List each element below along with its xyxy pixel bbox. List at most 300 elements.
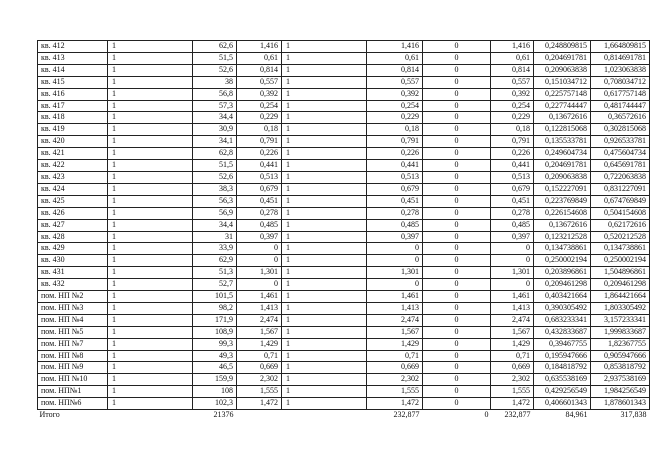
- qty-cell: 1: [108, 314, 193, 326]
- sum-cell: 0,814691781: [591, 52, 650, 64]
- value2-cell: 0,392: [367, 88, 423, 100]
- value-cell: 2,302: [237, 374, 282, 386]
- area-cell: 38,3: [193, 183, 237, 195]
- table-row: [38, 124, 650, 136]
- value2-cell: 1,555: [367, 386, 423, 398]
- sum-cell: 0,302815068: [591, 124, 650, 136]
- coef-cell: 1: [282, 291, 367, 303]
- table-row: [38, 207, 650, 219]
- coef-cell: 1: [282, 374, 367, 386]
- table-row: [38, 41, 650, 53]
- total-cell: [237, 410, 282, 421]
- table-row: [38, 183, 650, 195]
- sum-cell: 0,475604734: [591, 148, 650, 160]
- qty-cell: 1: [108, 41, 193, 53]
- coef-cell: 1: [282, 255, 367, 267]
- value2-cell: 1,461: [367, 291, 423, 303]
- value-cell: 0,669: [237, 362, 282, 374]
- table-row: [38, 314, 650, 326]
- value3-cell: 0,392: [491, 88, 534, 100]
- sum-cell: 1,664809815: [591, 41, 650, 53]
- value-cell: 0,441: [237, 160, 282, 172]
- value2-cell: 1,413: [367, 302, 423, 314]
- sum-cell: 1,803305492: [591, 302, 650, 314]
- coef-cell: 1: [282, 41, 367, 53]
- sum-cell: 1,82367755: [591, 338, 650, 350]
- share-cell: 0,406601343: [534, 398, 591, 410]
- qty-cell: 1: [108, 195, 193, 207]
- share-cell: 0,184818792: [534, 362, 591, 374]
- coef-cell: 1: [282, 314, 367, 326]
- value3-cell: 0,18: [491, 124, 534, 136]
- area-cell: 102,3: [193, 398, 237, 410]
- value2-cell: 0: [367, 243, 423, 255]
- qty-cell: 1: [108, 148, 193, 160]
- qty-cell: 1: [108, 136, 193, 148]
- qty-cell: 1: [108, 338, 193, 350]
- qty-cell: 1: [108, 302, 193, 314]
- share-cell: 0,248809815: [534, 41, 591, 53]
- unit-cell: кв. 428: [38, 231, 108, 243]
- qty-cell: 1: [108, 207, 193, 219]
- zero-cell: 0: [423, 350, 491, 362]
- value3-cell: 0,791: [491, 136, 534, 148]
- table-row: [38, 255, 650, 267]
- share-cell: 0,209063838: [534, 171, 591, 183]
- unit-cell: кв. 416: [38, 88, 108, 100]
- value2-cell: 0,71: [367, 350, 423, 362]
- table-row: [38, 386, 650, 398]
- area-cell: 30,9: [193, 124, 237, 136]
- sum-cell: 1,023063838: [591, 64, 650, 76]
- qty-cell: 1: [108, 76, 193, 88]
- qty-cell: 1: [108, 52, 193, 64]
- unit-cell: пом. НП №9: [38, 362, 108, 374]
- unit-cell: кв. 417: [38, 100, 108, 112]
- coef-cell: 1: [282, 160, 367, 172]
- value-cell: 1,429: [237, 338, 282, 350]
- area-cell: 49,3: [193, 350, 237, 362]
- table-row: [38, 338, 650, 350]
- value2-cell: 0,679: [367, 183, 423, 195]
- area-cell: 171,9: [193, 314, 237, 326]
- total-label: Итого: [39, 410, 60, 420]
- share-cell: 0,683233341: [534, 314, 591, 326]
- total-cell: 84,961: [565, 410, 588, 420]
- zero-cell: 0: [423, 255, 491, 267]
- area-cell: 62,9: [193, 255, 237, 267]
- zero-cell: 0: [423, 124, 491, 136]
- value2-cell: 0,61: [367, 52, 423, 64]
- table-row: [38, 243, 650, 255]
- area-cell: 34,4: [193, 112, 237, 124]
- coef-cell: 1: [282, 267, 367, 279]
- sum-cell: 1,999833687: [591, 326, 650, 338]
- share-cell: 0,209461298: [534, 279, 591, 291]
- share-cell: 0,151034712: [534, 76, 591, 88]
- zero-cell: 0: [423, 76, 491, 88]
- zero-cell: 0: [423, 243, 491, 255]
- value3-cell: 0,71: [491, 350, 534, 362]
- area-cell: 51,5: [193, 52, 237, 64]
- table-row: [38, 231, 650, 243]
- zero-cell: 0: [423, 112, 491, 124]
- coef-cell: 1: [282, 398, 367, 410]
- value3-cell: 2,302: [491, 374, 534, 386]
- zero-cell: 0: [423, 374, 491, 386]
- value3-cell: 0,485: [491, 219, 534, 231]
- zero-cell: 0: [423, 195, 491, 207]
- total-cell: 0: [484, 410, 489, 420]
- coef-cell: 1: [282, 386, 367, 398]
- sum-cell: 0,831227091: [591, 183, 650, 195]
- area-cell: 159,9: [193, 374, 237, 386]
- zero-cell: 0: [423, 362, 491, 374]
- value2-cell: 1,472: [367, 398, 423, 410]
- value2-cell: 1,416: [367, 41, 423, 53]
- value2-cell: 0,229: [367, 112, 423, 124]
- zero-cell: 0: [423, 338, 491, 350]
- unit-cell: пом. НП №10: [38, 374, 108, 386]
- total-cell: 232,877: [393, 410, 420, 420]
- coef-cell: 1: [282, 76, 367, 88]
- coef-cell: 1: [282, 112, 367, 124]
- unit-cell: кв. 424: [38, 183, 108, 195]
- unit-cell: пом. НП №4: [38, 314, 108, 326]
- share-cell: 0,152227091: [534, 183, 591, 195]
- share-cell: 0,390305492: [534, 302, 591, 314]
- zero-cell: 0: [423, 231, 491, 243]
- table-row: [38, 219, 650, 231]
- total-cell: [282, 410, 367, 421]
- value-cell: 0,18: [237, 124, 282, 136]
- zero-cell: 0: [423, 386, 491, 398]
- sum-cell: 0,520212528: [591, 231, 650, 243]
- zero-cell: 0: [423, 171, 491, 183]
- value2-cell: 0,791: [367, 136, 423, 148]
- value3-cell: 0,513: [491, 171, 534, 183]
- qty-cell: 1: [108, 386, 193, 398]
- value-cell: 0,814: [237, 64, 282, 76]
- area-cell: 57,3: [193, 100, 237, 112]
- share-cell: 0,134738861: [534, 243, 591, 255]
- area-cell: 38: [193, 76, 237, 88]
- area-cell: 62,8: [193, 148, 237, 160]
- table-row: [38, 148, 650, 160]
- unit-cell: пом. НП№1: [38, 386, 108, 398]
- share-cell: 0,225757148: [534, 88, 591, 100]
- sum-cell: 0,708034712: [591, 76, 650, 88]
- value2-cell: 0,814: [367, 64, 423, 76]
- value-cell: 1,555: [237, 386, 282, 398]
- value3-cell: 2,474: [491, 314, 534, 326]
- unit-cell: пом. НП №3: [38, 302, 108, 314]
- sum-cell: 0,36572616: [591, 112, 650, 124]
- sum-cell: 0,617757148: [591, 88, 650, 100]
- value-cell: 0,679: [237, 183, 282, 195]
- value2-cell: 0: [367, 279, 423, 291]
- coef-cell: 1: [282, 326, 367, 338]
- table-row: [38, 76, 650, 88]
- unit-cell: кв. 425: [38, 195, 108, 207]
- zero-cell: 0: [423, 302, 491, 314]
- value-cell: 0,557: [237, 76, 282, 88]
- table-row: [38, 398, 650, 410]
- area-cell: 33,9: [193, 243, 237, 255]
- unit-cell: пом. НП №5: [38, 326, 108, 338]
- value3-cell: 1,301: [491, 267, 534, 279]
- table-row: [38, 374, 650, 386]
- value-cell: 1,416: [237, 41, 282, 53]
- coef-cell: 1: [282, 124, 367, 136]
- value-cell: 1,567: [237, 326, 282, 338]
- sum-cell: 0,645691781: [591, 160, 650, 172]
- total-cell: 232,877: [504, 410, 531, 420]
- value3-cell: 0,254: [491, 100, 534, 112]
- area-cell: 108: [193, 386, 237, 398]
- share-cell: 0,432833687: [534, 326, 591, 338]
- zero-cell: 0: [423, 398, 491, 410]
- table-row: [38, 52, 650, 64]
- qty-cell: 1: [108, 183, 193, 195]
- sum-cell: 0,250002194: [591, 255, 650, 267]
- share-cell: 0,227744447: [534, 100, 591, 112]
- value2-cell: 1,301: [367, 267, 423, 279]
- unit-cell: кв. 419: [38, 124, 108, 136]
- coef-cell: 1: [282, 362, 367, 374]
- unit-cell: кв. 432: [38, 279, 108, 291]
- value-cell: 1,461: [237, 291, 282, 303]
- qty-cell: 1: [108, 291, 193, 303]
- zero-cell: 0: [423, 64, 491, 76]
- value2-cell: 0,441: [367, 160, 423, 172]
- sum-cell: 0,674769849: [591, 195, 650, 207]
- value2-cell: 0,226: [367, 148, 423, 160]
- share-cell: 0,223769849: [534, 195, 591, 207]
- value-cell: 1,472: [237, 398, 282, 410]
- value3-cell: 0,679: [491, 183, 534, 195]
- qty-cell: 1: [108, 398, 193, 410]
- coef-cell: 1: [282, 171, 367, 183]
- area-cell: 34,4: [193, 219, 237, 231]
- coef-cell: 1: [282, 136, 367, 148]
- share-cell: 0,13672616: [534, 219, 591, 231]
- value-cell: 0: [237, 279, 282, 291]
- value2-cell: 1,567: [367, 326, 423, 338]
- area-cell: 56,8: [193, 88, 237, 100]
- qty-cell: 1: [108, 112, 193, 124]
- sum-cell: 0,62172616: [591, 219, 650, 231]
- value3-cell: 0: [491, 279, 534, 291]
- table-row: [38, 195, 650, 207]
- value-cell: 0: [237, 243, 282, 255]
- area-cell: 51,3: [193, 267, 237, 279]
- zero-cell: 0: [423, 52, 491, 64]
- zero-cell: 0: [423, 326, 491, 338]
- share-cell: 0,204691781: [534, 52, 591, 64]
- unit-cell: кв. 415: [38, 76, 108, 88]
- qty-cell: 1: [108, 171, 193, 183]
- zero-cell: 0: [423, 183, 491, 195]
- sum-cell: 1,984256549: [591, 386, 650, 398]
- value-cell: 0,254: [237, 100, 282, 112]
- value2-cell: 0,451: [367, 195, 423, 207]
- value3-cell: 0,226: [491, 148, 534, 160]
- value2-cell: 2,474: [367, 314, 423, 326]
- value-cell: 0,485: [237, 219, 282, 231]
- sum-cell: 2,937538169: [591, 374, 650, 386]
- sum-cell: 3,157233341: [591, 314, 650, 326]
- area-cell: 51,5: [193, 160, 237, 172]
- value-cell: 0,392: [237, 88, 282, 100]
- coef-cell: 1: [282, 302, 367, 314]
- unit-cell: кв. 414: [38, 64, 108, 76]
- unit-cell: кв. 418: [38, 112, 108, 124]
- zero-cell: 0: [423, 291, 491, 303]
- total-cell: 21376: [213, 410, 234, 420]
- zero-cell: 0: [423, 314, 491, 326]
- value-cell: 0,226: [237, 148, 282, 160]
- value3-cell: 0,229: [491, 112, 534, 124]
- value2-cell: 0,485: [367, 219, 423, 231]
- unit-cell: пом. НП №7: [38, 338, 108, 350]
- area-cell: 52,6: [193, 64, 237, 76]
- coef-cell: 1: [282, 195, 367, 207]
- value-cell: 0,513: [237, 171, 282, 183]
- value2-cell: 0: [367, 255, 423, 267]
- unit-cell: кв. 420: [38, 136, 108, 148]
- sum-cell: 0,853818792: [591, 362, 650, 374]
- coef-cell: 1: [282, 100, 367, 112]
- share-cell: 0,250002194: [534, 255, 591, 267]
- value-cell: 0,278: [237, 207, 282, 219]
- value3-cell: 1,555: [491, 386, 534, 398]
- value-cell: 0,61: [237, 52, 282, 64]
- sum-cell: 0,209461298: [591, 279, 650, 291]
- zero-cell: 0: [423, 160, 491, 172]
- value3-cell: 1,413: [491, 302, 534, 314]
- area-cell: 31: [193, 231, 237, 243]
- table-row: [38, 279, 650, 291]
- coef-cell: 1: [282, 243, 367, 255]
- unit-cell: кв. 429: [38, 243, 108, 255]
- area-cell: 99,3: [193, 338, 237, 350]
- area-cell: 56,9: [193, 207, 237, 219]
- table-row: [38, 362, 650, 374]
- share-cell: 0,122815068: [534, 124, 591, 136]
- table-row: [38, 100, 650, 112]
- data-table: [37, 40, 650, 421]
- value3-cell: 1,472: [491, 398, 534, 410]
- coef-cell: 1: [282, 64, 367, 76]
- qty-cell: 1: [108, 374, 193, 386]
- qty-cell: 1: [108, 350, 193, 362]
- qty-cell: 1: [108, 64, 193, 76]
- value-cell: 0: [237, 255, 282, 267]
- share-cell: 0,209063838: [534, 64, 591, 76]
- value-cell: 1,413: [237, 302, 282, 314]
- share-cell: 0,195947666: [534, 350, 591, 362]
- total-cell: 317,838: [620, 410, 647, 420]
- area-cell: 56,3: [193, 195, 237, 207]
- zero-cell: 0: [423, 41, 491, 53]
- value2-cell: 1,429: [367, 338, 423, 350]
- value2-cell: 0,513: [367, 171, 423, 183]
- value-cell: 0,451: [237, 195, 282, 207]
- unit-cell: кв. 412: [38, 41, 108, 53]
- sum-cell: 1,864421664: [591, 291, 650, 303]
- sum-cell: 0,481744447: [591, 100, 650, 112]
- value3-cell: 0: [491, 243, 534, 255]
- table-row: [38, 136, 650, 148]
- zero-cell: 0: [423, 148, 491, 160]
- value-cell: 0,397: [237, 231, 282, 243]
- qty-cell: 1: [108, 231, 193, 243]
- qty-cell: 1: [108, 124, 193, 136]
- zero-cell: 0: [423, 100, 491, 112]
- value3-cell: 0,397: [491, 231, 534, 243]
- table-row: [38, 112, 650, 124]
- qty-cell: 1: [108, 243, 193, 255]
- zero-cell: 0: [423, 88, 491, 100]
- share-cell: 0,39467755: [534, 338, 591, 350]
- area-cell: 62,6: [193, 41, 237, 53]
- value3-cell: 0,557: [491, 76, 534, 88]
- share-cell: 0,403421664: [534, 291, 591, 303]
- area-cell: 34,1: [193, 136, 237, 148]
- qty-cell: 1: [108, 219, 193, 231]
- share-cell: 0,13672616: [534, 112, 591, 124]
- area-cell: 52,6: [193, 171, 237, 183]
- share-cell: 0,635538169: [534, 374, 591, 386]
- value2-cell: 0,278: [367, 207, 423, 219]
- qty-cell: 1: [108, 362, 193, 374]
- unit-cell: кв. 430: [38, 255, 108, 267]
- share-cell: 0,226154608: [534, 207, 591, 219]
- table-row: [38, 326, 650, 338]
- area-cell: 46,5: [193, 362, 237, 374]
- unit-cell: кв. 427: [38, 219, 108, 231]
- coef-cell: 1: [282, 231, 367, 243]
- unit-cell: пом. НП №8: [38, 350, 108, 362]
- value-cell: 0,791: [237, 136, 282, 148]
- value-cell: 0,71: [237, 350, 282, 362]
- table-row: [38, 64, 650, 76]
- share-cell: 0,429256549: [534, 386, 591, 398]
- total-row: [38, 410, 650, 421]
- value3-cell: 0,669: [491, 362, 534, 374]
- table-row: [38, 160, 650, 172]
- share-cell: 0,203896861: [534, 267, 591, 279]
- table-row: [38, 302, 650, 314]
- value2-cell: 0,669: [367, 362, 423, 374]
- value-cell: 2,474: [237, 314, 282, 326]
- zero-cell: 0: [423, 219, 491, 231]
- total-cell: [108, 410, 193, 421]
- area-cell: 98,2: [193, 302, 237, 314]
- sum-cell: 1,878601343: [591, 398, 650, 410]
- value2-cell: 0,254: [367, 100, 423, 112]
- coef-cell: 1: [282, 207, 367, 219]
- value3-cell: 0,451: [491, 195, 534, 207]
- zero-cell: 0: [423, 279, 491, 291]
- area-cell: 108,9: [193, 326, 237, 338]
- sum-cell: 0,722063838: [591, 171, 650, 183]
- coef-cell: 1: [282, 350, 367, 362]
- share-cell: 0,135533781: [534, 136, 591, 148]
- unit-cell: кв. 421: [38, 148, 108, 160]
- area-cell: 52,7: [193, 279, 237, 291]
